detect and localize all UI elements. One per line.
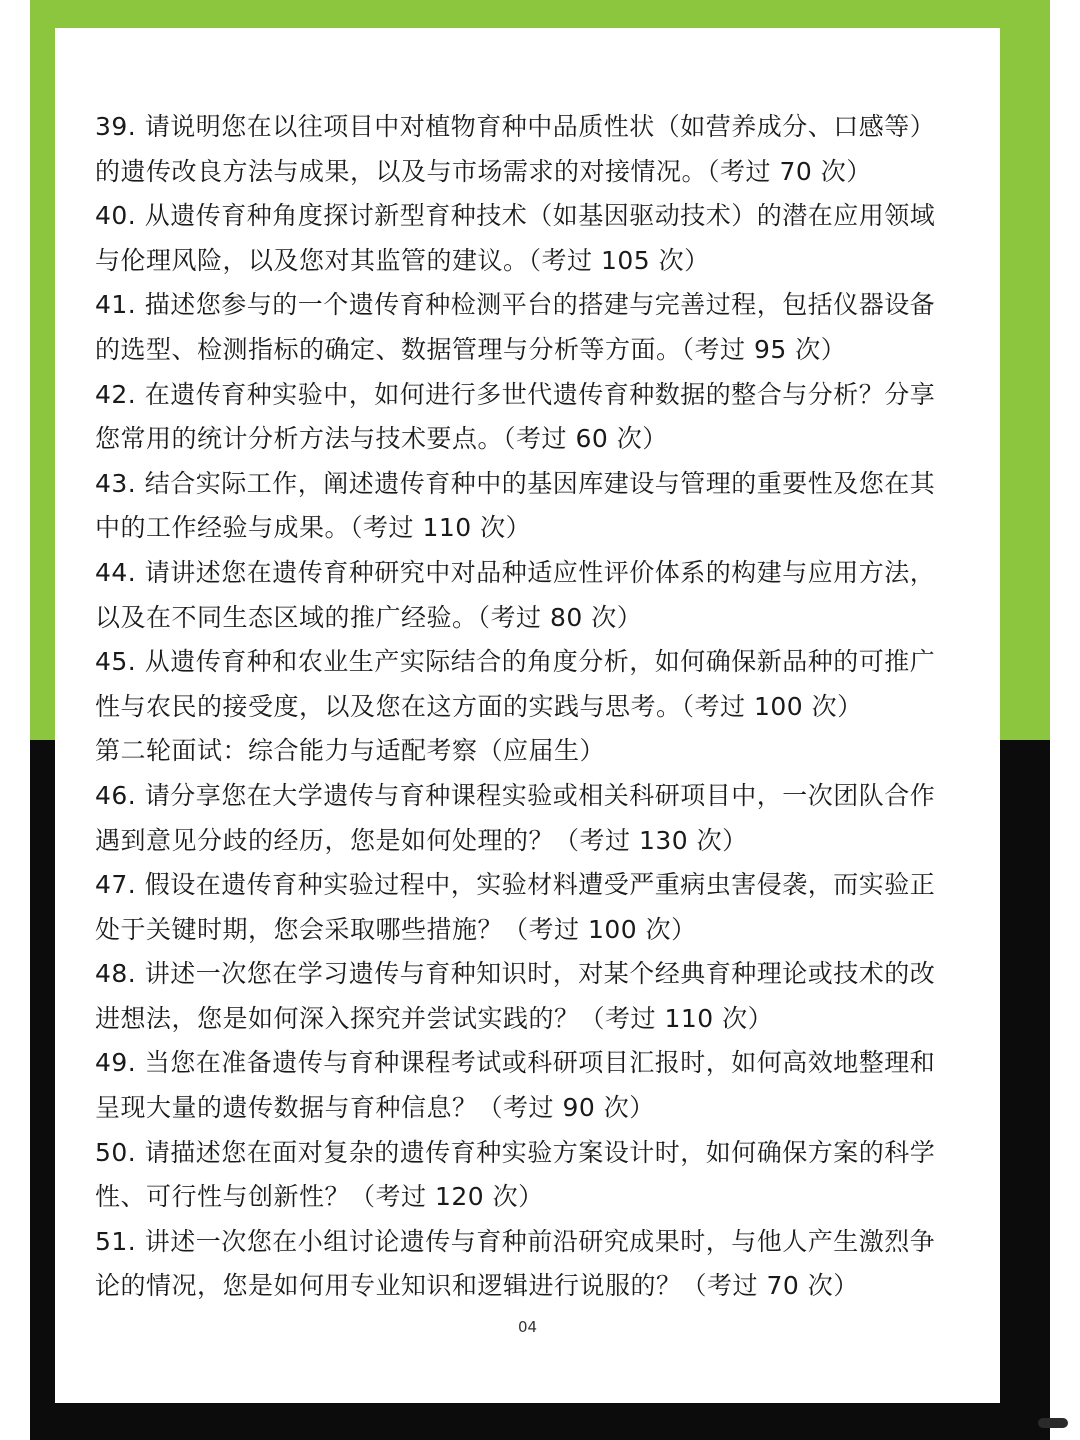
text-line: 49. 当您在准备遗传与育种课程考试或科研项目汇报时，如何高效地整理和 (95, 1048, 936, 1078)
text-line: 48. 讲述一次您在学习遗传与育种知识时，对某个经典育种理论或技术的改 (95, 959, 936, 989)
question-list (95, 105, 960, 1309)
text-line: 的选型、检测指标的确定、数据管理与分析等方面。（考过 95 次） (95, 334, 847, 364)
background-corner-right (1020, 700, 1050, 740)
text-line: 性与农民的接受度，以及您在这方面的实践与思考。（考过 100 次） (95, 691, 863, 721)
text-line: 中的工作经验与成果。（考过 110 次） (95, 513, 532, 543)
watermark-icon (1038, 1418, 1068, 1428)
page-number: 04 (517, 1318, 538, 1336)
section-heading: 第二轮面试：综合能力与适配考察（应届生） (95, 736, 606, 766)
text-line: 46. 请分享您在大学遗传与育种课程实验或相关科研项目中，一次团队合作 (95, 780, 936, 810)
text-line: 42. 在遗传育种实验中，如何进行多世代遗传育种数据的整合与分析？分享 (95, 379, 936, 409)
text-line: 39. 请说明您在以往项目中对植物育种中品质性状（如营养成分、口感等） (95, 112, 936, 141)
text-line: 您常用的统计分析方法与技术要点。（考过 60 次） (95, 424, 668, 454)
text-line: 以及在不同生态区域的推广经验。（考过 80 次） (95, 602, 643, 632)
text-line: 性、可行性与创新性？（考过 120 次） (95, 1182, 544, 1212)
text-line: 论的情况，您是如何用专业知识和逻辑进行说服的？（考过 70 次） (95, 1271, 859, 1301)
document-card (55, 28, 1000, 1403)
text-line: 44. 请讲述您在遗传育种研究中对品种适应性评价体系的构建与应用方法， (95, 557, 936, 587)
text-line: 40. 从遗传育种角度探讨新型育种技术（如基因驱动技术）的潜在应用领域 (95, 201, 936, 231)
text-line: 43. 结合实际工作，阐述遗传育种中的基因库建设与管理的重要性及您在其 (95, 468, 936, 498)
text-line: 47. 假设在遗传育种实验过程中，实验材料遭受严重病虫害侵袭，而实验正 (95, 870, 936, 900)
text-line: 处于关键时期，您会采取哪些措施？（考过 100 次） (95, 914, 697, 944)
text-line: 进想法，您是如何深入探究并尝试实践的？（考过 110 次） (95, 1003, 774, 1033)
text-line: 41. 描述您参与的一个遗传育种检测平台的搭建与完善过程，包括仪器设备 (95, 290, 936, 320)
text-line: 的遗传改良方法与成果，以及与市场需求的对接情况。（考过 70 次） (95, 156, 872, 186)
text-line: 51. 讲述一次您在小组讨论遗传与育种前沿研究成果时，与他人产生激烈争 (95, 1226, 936, 1256)
text-line: 45. 从遗传育种和农业生产实际结合的角度分析，如何确保新品种的可推广 (95, 647, 936, 677)
text-line: 50. 请描述您在面对复杂的遗传育种实验方案设计时，如何确保方案的科学 (95, 1137, 936, 1167)
text-line: 与伦理风险，以及您对其监管的建议。（考过 105 次） (95, 245, 710, 275)
text-line: 呈现大量的遗传数据与育种信息？（考过 90 次） (95, 1093, 655, 1123)
text-line: 遇到意见分歧的经历，您是如何处理的？（考过 130 次） (95, 825, 748, 855)
